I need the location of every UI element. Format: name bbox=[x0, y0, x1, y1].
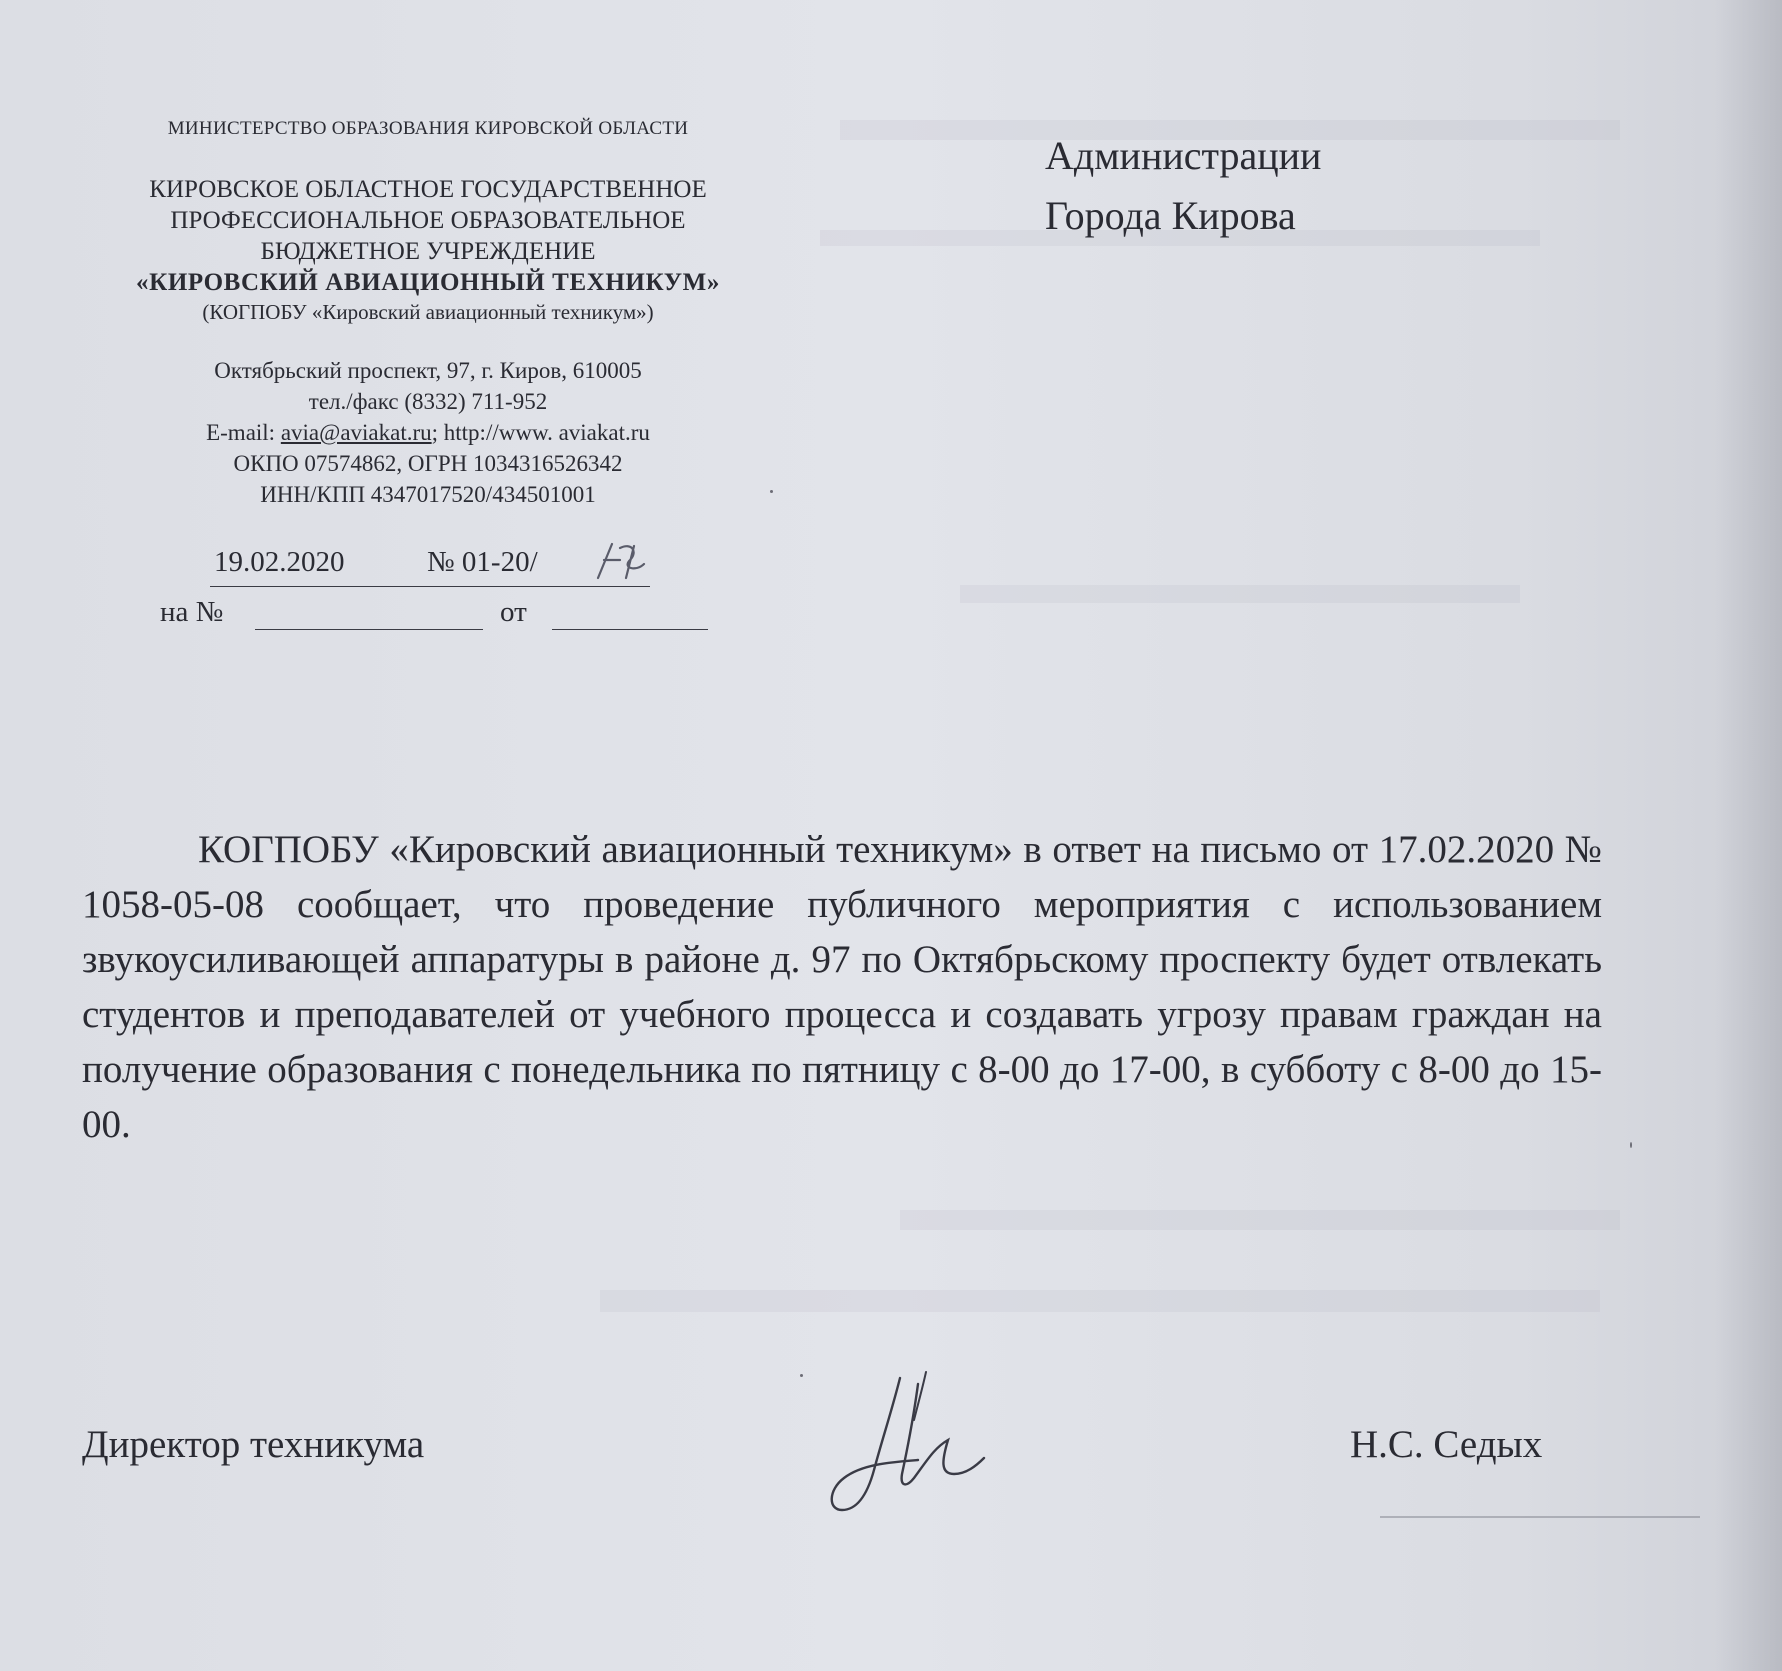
reference-date-blank bbox=[552, 629, 708, 630]
org-address: Октябрьский проспект, 97, г. Киров, 610005 bbox=[214, 358, 642, 384]
org-okpo-ogrn: ОКПО 07574862, ОГРН 1034316526342 bbox=[233, 451, 623, 477]
org-short-name: (КОГПОБУ «Кировский авиационный техникум») bbox=[202, 300, 654, 325]
org-type-line-2: ПРОФЕССИОНАЛЬНОЕ ОБРАЗОВАТЕЛЬНОЕ bbox=[170, 207, 686, 235]
org-phone: тел./факс (8332) 711-952 bbox=[308, 389, 548, 415]
letter-body: КОГПОБУ «Кировский авиационный техникум» в ответ на письмо от 17.02.2020 № 1058-05-08 сообщает, что проведение публичного мероприятия с использованием звукоусиливающей аппаратуры в районе д. 97 по Октябрьскому проспекту будет отвлекать студентов и преподавателей от учебного процесса и создавать угрозу правам граждан на получение образования с понедельника по пятницу с 8-00 до 17-00, в субботу с 8-00 до 15-00. bbox=[82, 828, 1602, 1146]
bleed-through-mark bbox=[900, 1210, 1620, 1230]
website-address: http://www. aviakat.ru bbox=[443, 420, 650, 446]
registration-line bbox=[210, 546, 650, 587]
email-label: E-mail: bbox=[206, 420, 281, 446]
org-email-line bbox=[78, 417, 778, 448]
bleed-through-mark bbox=[960, 585, 1520, 603]
letterhead bbox=[78, 118, 778, 510]
reference-number-label: на № bbox=[160, 596, 224, 628]
email-separator: ; bbox=[431, 420, 444, 446]
email-address: avia@aviakat.ru bbox=[280, 420, 432, 446]
org-type-line-3: БЮДЖЕТНОЕ УЧРЕЖДЕНИЕ bbox=[260, 238, 596, 266]
registration-number: № 01-20/ bbox=[427, 546, 538, 578]
registration-date: 19.02.2020 bbox=[214, 546, 345, 578]
handwritten-number-mark bbox=[590, 538, 660, 584]
addressee-line-1: Администрации bbox=[1045, 133, 1322, 178]
reference-line bbox=[160, 596, 720, 636]
scan-edge-shadow bbox=[1715, 0, 1782, 1671]
reference-date-label: от bbox=[500, 596, 527, 628]
bleed-through-mark bbox=[600, 1290, 1600, 1312]
signature-row bbox=[82, 1422, 1582, 1482]
reference-number-blank bbox=[255, 629, 483, 630]
org-name: «КИРОВСКИЙ АВИАЦИОННЫЙ ТЕХНИКУМ» bbox=[136, 269, 720, 297]
addressee-block bbox=[1045, 126, 1321, 246]
scan-speck bbox=[1630, 1142, 1632, 1148]
org-inn-kpp: ИНН/КПП 4347017520/434501001 bbox=[260, 482, 596, 508]
scan-speck bbox=[1380, 1516, 1700, 1518]
scan-speck bbox=[770, 490, 773, 493]
addressee-line-2: Города Кирова bbox=[1045, 193, 1296, 238]
signatory-title: Директор техникума bbox=[82, 1423, 425, 1466]
org-type-line-1: КИРОВСКОЕ ОБЛАСТНОЕ ГОСУДАРСТВЕННОЕ bbox=[149, 176, 707, 204]
scan-speck bbox=[800, 1374, 803, 1377]
ministry-name: МИНИСТЕРСТВО ОБРАЗОВАНИЯ КИРОВСКОЙ ОБЛАСТИ bbox=[167, 118, 689, 139]
handwritten-signature bbox=[822, 1370, 992, 1520]
signatory-name: Н.С. Седых bbox=[1350, 1423, 1543, 1466]
